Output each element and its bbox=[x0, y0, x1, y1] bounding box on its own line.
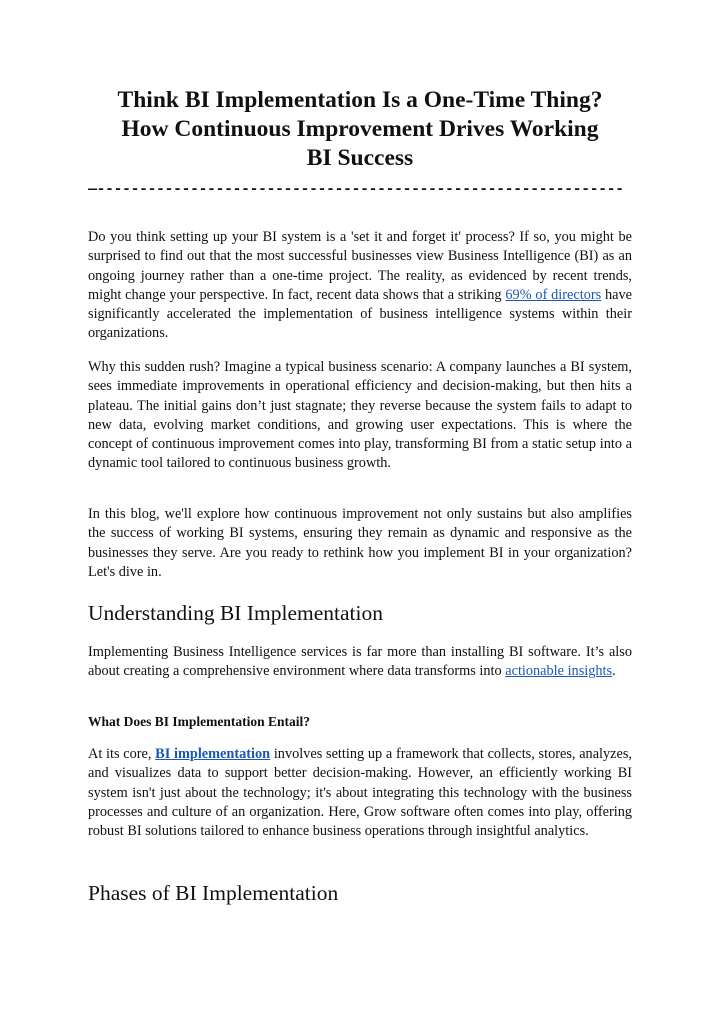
understanding-paragraph bbox=[88, 643, 632, 682]
scenario-paragraph: Why this sudden rush? Imagine a typical business scenario: A company launches a BI system, sees immediate improvements in operational efficiency and decision-making, but then hits a plateau. The initial gains don’t just stagnate; they reverse because the system fails to adapt to new data, evolving market conditions, and growing user expectations. This is where the concept of continuous improvement comes into play, transforming BI from a static setup into a dynamic tool tailored to continuous business growth. bbox=[88, 359, 632, 472]
subheading-what-does-bi-entail: What Does BI Implementation Entail? bbox=[88, 714, 311, 729]
section-heading-understanding: Understanding BI Implementation bbox=[88, 601, 383, 625]
bi-implementation-link[interactable]: BI implementation bbox=[155, 746, 271, 762]
directors-stat-link[interactable]: 69% of directors bbox=[505, 286, 602, 303]
intro-text-before: Do you think setting up your BI system is a 'set it and forget it' process? If so, you might be surprised to find out that the most successful businesses view Business Intelligence (BI) as an ongoing journey rather than a one-time project. The reality, as evidenced by recent trends, might change your perspective. In fact, recent data shows that a striking bbox=[88, 229, 632, 303]
actionable-insights-link[interactable]: actionable insights bbox=[505, 663, 613, 680]
section-heading-phases: Phases of BI Implementation bbox=[88, 881, 339, 905]
title-line-3: BI Success bbox=[306, 145, 414, 171]
title-divider: —-------------------------------------------------------------- bbox=[88, 181, 624, 198]
title-line-2: How Continuous Improvement Drives Working bbox=[121, 116, 599, 142]
bi-implementation-text-after: involves setting up a framework that collects, stores, analyzes, and visualizes data to support better decision-making. However, an efficiently working BI system isn't just about the technology; it's about integrating this technology with the business processes and culture of an organization. Here, Grow software often comes into play, offering robust BI solutions tailored to enhance business operations through insightful analytics. bbox=[88, 746, 632, 840]
document-title bbox=[60, 86, 660, 173]
intro-text-after: have significantly accelerated the implementation of business intelligence systems within their organizations. bbox=[88, 286, 632, 342]
title-line-1: Think BI Implementation Is a One-Time Thing? bbox=[117, 87, 603, 113]
blog-overview-paragraph: In this blog, we'll explore how continuous improvement not only sustains but also amplifies the success of working BI systems, ensuring they remain as dynamic and responsive as the businesses they serve. Are you ready to rethink how you implement BI in your organization? Let's dive in. bbox=[88, 506, 632, 580]
bi-implementation-text-before: At its core, bbox=[88, 746, 156, 762]
understanding-text-before: Implementing Business Intelligence services is far more than installing BI software. It’s also about creating a comprehensive environment where data transforms into bbox=[88, 644, 632, 680]
bi-implementation-paragraph bbox=[88, 745, 632, 841]
intro-paragraph bbox=[88, 228, 632, 344]
understanding-text-after: . bbox=[612, 663, 616, 680]
